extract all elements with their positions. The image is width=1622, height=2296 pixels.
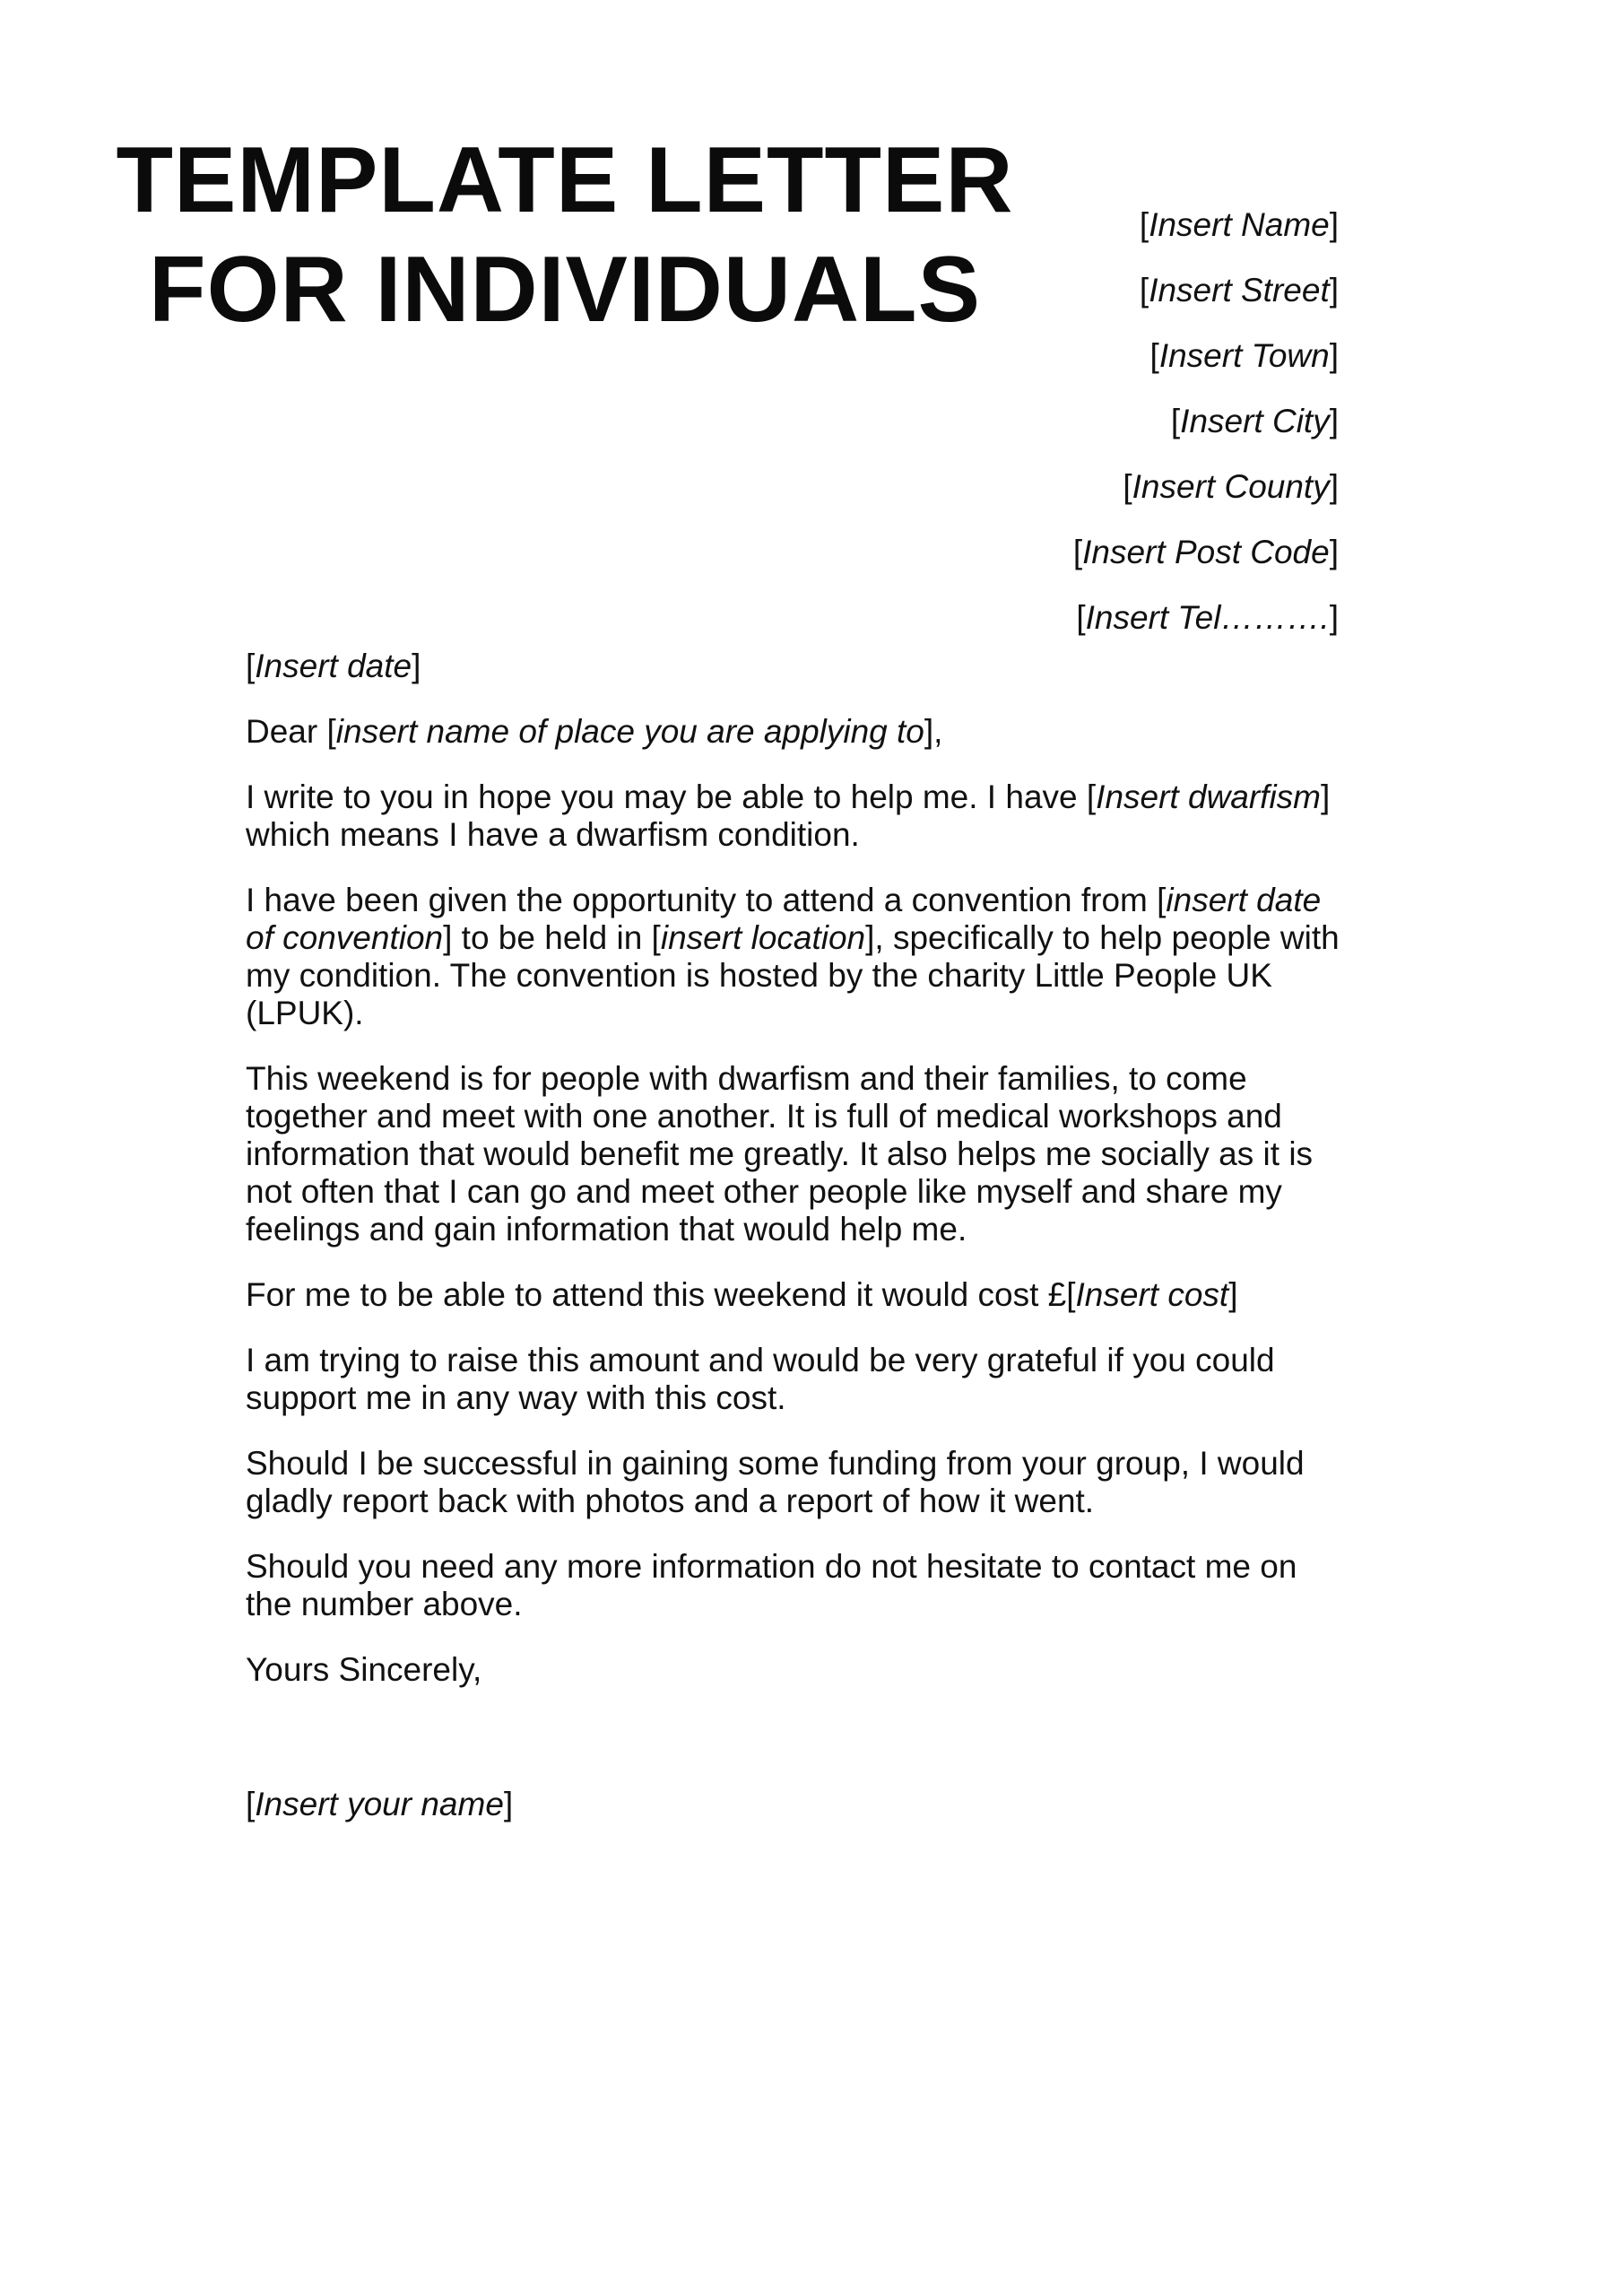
paragraph-convention: I have been given the opportunity to attend a convention from [insert date of convention] to be held in [insert location], specifically to help people with my condition. The convention is hosted by the charity Little People UK (LPUK).	[246, 882, 1340, 1031]
address-tel: [Insert Tel……….]	[1076, 599, 1339, 636]
letter-body	[246, 648, 1375, 1851]
signature: [Insert your name]	[246, 1786, 514, 1822]
paragraph-intro: I write to you in hope you may be able to help me. I have [Insert dwarfism] which means I have a dwarfism condition.	[246, 778, 1331, 853]
title-line-2: FOR INDIVIDUALS	[149, 238, 981, 342]
address-city: [Insert City]	[1170, 403, 1339, 439]
address-name: [Insert Name]	[1139, 206, 1339, 243]
closing: Yours Sincerely,	[246, 1651, 482, 1688]
paragraph-weekend: This weekend is for people with dwarfism and their families, to come together and meet with one another. It is full of medical workshops and information that would benefit me greatly. It also helps me socially as it is not often that I can go and meet other people like myself and share my feelings and gain information that would help me.	[246, 1060, 1314, 1248]
paragraph-contact: Should you need any more information do not hesitate to contact me on the number above.	[246, 1548, 1297, 1622]
address-street: [Insert Street]	[1139, 272, 1339, 309]
address-county: [Insert County]	[1123, 468, 1339, 505]
salutation: Dear [insert name of place you are applying to],	[246, 713, 943, 750]
paragraph-fundraising: I am trying to raise this amount and would be very grateful if you could support me in any way with this cost.	[246, 1342, 1275, 1416]
letter-date: [Insert date]	[246, 648, 421, 684]
address-post-code: [Insert Post Code]	[1072, 534, 1339, 570]
sender-address	[711, 192, 1339, 650]
address-town: [Insert Town]	[1149, 337, 1339, 374]
paragraph-report: Should I be successful in gaining some funding from your group, I would gladly report back with photos and a report of how it went.	[246, 1445, 1305, 1519]
title-line-1: TEMPLATE LETTER	[116, 128, 1014, 232]
paragraph-cost: For me to be able to attend this weekend it would cost £[Insert cost]	[246, 1276, 1238, 1313]
